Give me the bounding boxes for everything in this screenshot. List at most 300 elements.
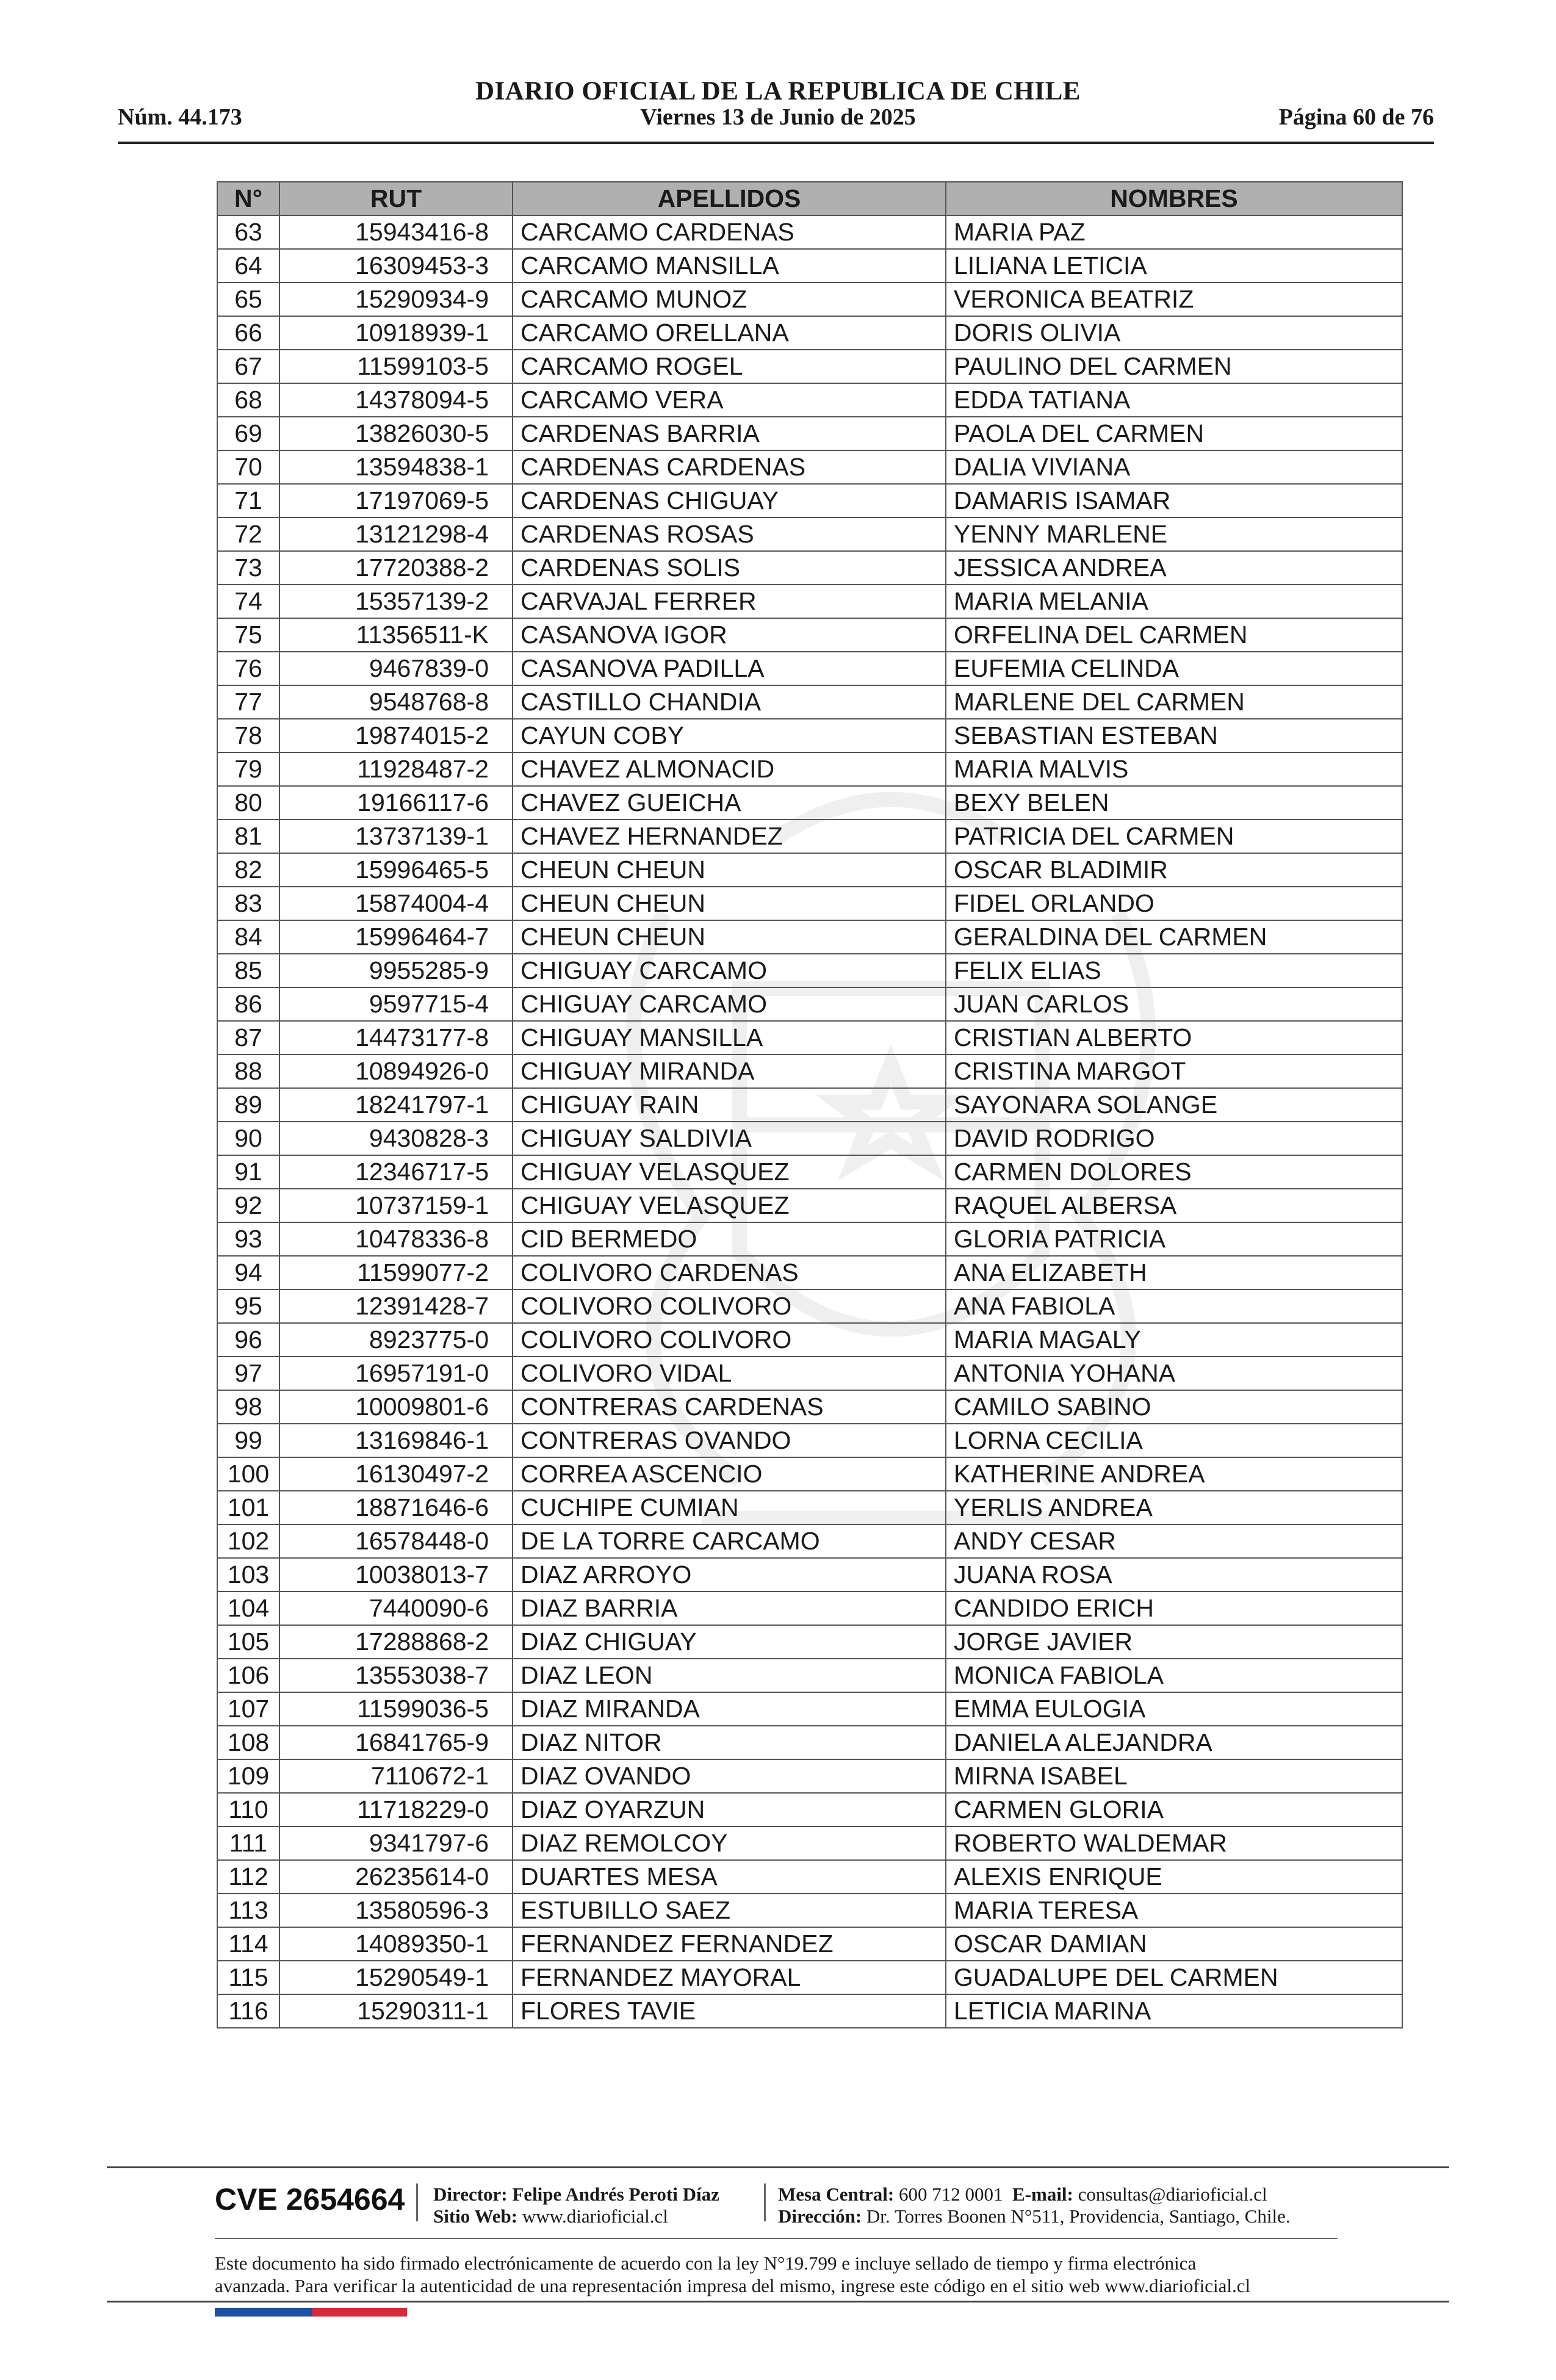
row-number: 90 <box>217 1122 279 1155</box>
column-header-number: N° <box>217 182 279 215</box>
newspaper-title: DIARIO OFICIAL DE LA REPUBLICA DE CHILE <box>475 77 1081 106</box>
rut-cell: 11599036-5 <box>279 1692 513 1726</box>
rut-cell: 10009801-6 <box>279 1390 513 1424</box>
nombres-cell: SAYONARA SOLANGE <box>946 1088 1402 1122</box>
row-number: 114 <box>217 1927 279 1961</box>
rut-cell: 9341797-6 <box>279 1826 513 1860</box>
footer-divider-bottom <box>107 2301 1449 2302</box>
row-number: 116 <box>217 1994 279 2028</box>
director-label: Director: <box>433 2183 508 2205</box>
page-indicator: Página 60 de 76 <box>1278 104 1434 130</box>
rut-cell: 15874004-4 <box>279 887 513 920</box>
row-number: 72 <box>217 517 279 551</box>
email-link[interactable]: consultas@diarioficial.cl <box>1078 2183 1267 2205</box>
apellidos-cell: DE LA TORRE CARCAMO <box>513 1524 946 1558</box>
row-number: 67 <box>217 350 279 383</box>
table-row <box>217 1289 1402 1323</box>
cve-code: CVE 2654664 <box>215 2182 405 2216</box>
row-number: 106 <box>217 1659 279 1692</box>
table-row <box>217 920 1402 954</box>
row-number: 115 <box>217 1961 279 1994</box>
rut-cell: 13553038-7 <box>279 1659 513 1692</box>
nombres-cell: MONICA FABIOLA <box>946 1659 1402 1692</box>
nombres-cell: ANTONIA YOHANA <box>946 1357 1402 1390</box>
apellidos-cell: CARCAMO MUNOZ <box>513 283 946 316</box>
apellidos-cell: CARDENAS CHIGUAY <box>513 484 946 517</box>
rut-cell: 16578448-0 <box>279 1524 513 1558</box>
apellidos-cell: CHIGUAY CARCAMO <box>513 987 946 1021</box>
legal-notice <box>215 2252 1362 2297</box>
rut-cell: 16957191-0 <box>279 1357 513 1390</box>
nombres-cell: DALIA VIVIANA <box>946 450 1402 484</box>
rut-cell: 9548768-8 <box>279 685 513 719</box>
nombres-cell: VERONICA BEATRIZ <box>946 283 1402 316</box>
rut-cell: 15943416-8 <box>279 215 513 249</box>
apellidos-cell: CARCAMO ORELLANA <box>513 316 946 350</box>
table-row <box>217 1625 1402 1659</box>
apellidos-cell: COLIVORO COLIVORO <box>513 1289 946 1323</box>
table-row <box>217 1692 1402 1726</box>
rut-cell: 9467839-0 <box>279 652 513 685</box>
column-header-nombres: NOMBRES <box>946 182 1402 215</box>
footer-divider-inner <box>215 2238 1338 2239</box>
rut-cell: 13121298-4 <box>279 517 513 551</box>
row-number: 69 <box>217 417 279 450</box>
table-row <box>217 1659 1402 1692</box>
apellidos-cell: DIAZ OYARZUN <box>513 1793 946 1826</box>
nombres-cell: FIDEL ORLANDO <box>946 887 1402 920</box>
apellidos-cell: CAYUN COBY <box>513 719 946 752</box>
row-number: 108 <box>217 1726 279 1759</box>
rut-cell: 16841765-9 <box>279 1726 513 1759</box>
rut-cell: 19874015-2 <box>279 719 513 752</box>
row-number: 113 <box>217 1894 279 1927</box>
nombres-cell: BEXY BELEN <box>946 786 1402 820</box>
apellidos-cell: DIAZ REMOLCOY <box>513 1826 946 1860</box>
row-number: 85 <box>217 954 279 987</box>
rut-cell: 15290934-9 <box>279 283 513 316</box>
legal-line: avanzada. Para verificar la autenticidad de una representación impresa del mismo, ingrese este código en el sitio web www.diarioficial.cl <box>215 2275 1251 2296</box>
apellidos-cell: CID BERMEDO <box>513 1222 946 1256</box>
rut-cell: 11718229-0 <box>279 1793 513 1826</box>
table-row <box>217 1122 1402 1155</box>
table-row <box>217 1189 1402 1222</box>
footer-separator <box>416 2183 418 2221</box>
row-number: 86 <box>217 987 279 1021</box>
nombres-cell: CARMEN GLORIA <box>946 1793 1402 1826</box>
rut-cell: 15996465-5 <box>279 853 513 887</box>
rut-cell: 10737159-1 <box>279 1189 513 1222</box>
table-row <box>217 1155 1402 1189</box>
address-text: Dr. Torres Boonen N°511, Providencia, Santiago, Chile. <box>866 2205 1291 2227</box>
row-number: 75 <box>217 618 279 652</box>
row-number: 84 <box>217 920 279 954</box>
rut-cell: 9430828-3 <box>279 1122 513 1155</box>
rut-cell: 11599103-5 <box>279 350 513 383</box>
legal-line: Este documento ha sido firmado electrónicamente de acuerdo con la ley N°19.799 e incluye sellado de tiempo y firma electrónica <box>215 2252 1197 2274</box>
rut-cell: 9597715-4 <box>279 987 513 1021</box>
table-row <box>217 752 1402 786</box>
table-row <box>217 517 1402 551</box>
rut-cell: 14089350-1 <box>279 1927 513 1961</box>
table-row <box>217 1055 1402 1088</box>
nombres-cell: PATRICIA DEL CARMEN <box>946 820 1402 853</box>
apellidos-cell: CONTRERAS OVANDO <box>513 1424 946 1457</box>
nombres-cell: ALEXIS ENRIQUE <box>946 1860 1402 1894</box>
footer-director-block <box>433 2183 719 2227</box>
apellidos-cell: CHIGUAY MANSILLA <box>513 1021 946 1055</box>
row-number: 71 <box>217 484 279 517</box>
apellidos-cell: FERNANDEZ MAYORAL <box>513 1961 946 1994</box>
table-row <box>217 987 1402 1021</box>
row-number: 94 <box>217 1256 279 1289</box>
row-number: 78 <box>217 719 279 752</box>
apellidos-cell: DIAZ LEON <box>513 1659 946 1692</box>
nombres-cell: MARIA PAZ <box>946 215 1402 249</box>
nombres-cell: ANA ELIZABETH <box>946 1256 1402 1289</box>
row-number: 109 <box>217 1759 279 1793</box>
nombres-cell: DAMARIS ISAMAR <box>946 484 1402 517</box>
nombres-cell: MARIA MAGALY <box>946 1323 1402 1357</box>
table-row <box>217 417 1402 450</box>
table-row <box>217 685 1402 719</box>
table-row <box>217 551 1402 585</box>
row-number: 102 <box>217 1524 279 1558</box>
nombres-cell: JUANA ROSA <box>946 1558 1402 1592</box>
nombres-cell: EDDA TATIANA <box>946 383 1402 417</box>
nombres-cell: ANDY CESAR <box>946 1524 1402 1558</box>
phone-label: Mesa Central: <box>778 2183 895 2205</box>
header-divider <box>118 142 1434 144</box>
nombres-cell: JUAN CARLOS <box>946 987 1402 1021</box>
footer-separator <box>764 2183 766 2221</box>
row-number: 68 <box>217 383 279 417</box>
table-row <box>217 652 1402 685</box>
table-row <box>217 1592 1402 1625</box>
rut-cell: 13826030-5 <box>279 417 513 450</box>
apellidos-cell: CARCAMO MANSILLA <box>513 249 946 283</box>
nombres-cell: CRISTIAN ALBERTO <box>946 1021 1402 1055</box>
row-number: 63 <box>217 215 279 249</box>
row-number: 97 <box>217 1357 279 1390</box>
nombres-cell: JORGE JAVIER <box>946 1625 1402 1659</box>
apellidos-cell: CARDENAS ROSAS <box>513 517 946 551</box>
apellidos-cell: CHAVEZ GUEICHA <box>513 786 946 820</box>
table-body <box>217 215 1402 2028</box>
row-number: 91 <box>217 1155 279 1189</box>
apellidos-cell: CARDENAS SOLIS <box>513 551 946 585</box>
beneficiaries-table <box>217 181 1403 2028</box>
row-number: 107 <box>217 1692 279 1726</box>
row-number: 74 <box>217 585 279 618</box>
table-row <box>217 1961 1402 1994</box>
apellidos-cell: CUCHIPE CUMIAN <box>513 1491 946 1524</box>
rut-cell: 16309453-3 <box>279 249 513 283</box>
apellidos-cell: CHIGUAY VELASQUEZ <box>513 1155 946 1189</box>
table-row <box>217 249 1402 283</box>
rut-cell: 9955285-9 <box>279 954 513 987</box>
table-row <box>217 1323 1402 1357</box>
rut-cell: 17720388-2 <box>279 551 513 585</box>
row-number: 73 <box>217 551 279 585</box>
nombres-cell: RAQUEL ALBERSA <box>946 1189 1402 1222</box>
table-row <box>217 484 1402 517</box>
row-number: 65 <box>217 283 279 316</box>
nombres-cell: CAMILO SABINO <box>946 1390 1402 1424</box>
rut-cell: 12391428-7 <box>279 1289 513 1323</box>
row-number: 81 <box>217 820 279 853</box>
table-row <box>217 887 1402 920</box>
apellidos-cell: FERNANDEZ FERNANDEZ <box>513 1927 946 1961</box>
nombres-cell: DANIELA ALEJANDRA <box>946 1726 1402 1759</box>
rut-cell: 15290311-1 <box>279 1994 513 2028</box>
table-row <box>217 215 1402 249</box>
row-number: 64 <box>217 249 279 283</box>
nombres-cell: MARIA TERESA <box>946 1894 1402 1927</box>
apellidos-cell: CARCAMO VERA <box>513 383 946 417</box>
rut-cell: 14473177-8 <box>279 1021 513 1055</box>
table-row <box>217 1088 1402 1122</box>
nombres-cell: CARMEN DOLORES <box>946 1155 1402 1189</box>
apellidos-cell: ESTUBILLO SAEZ <box>513 1894 946 1927</box>
apellidos-cell: CARCAMO CARDENAS <box>513 215 946 249</box>
flag-stripe-red <box>312 2308 407 2317</box>
table-row <box>217 1222 1402 1256</box>
apellidos-cell: DIAZ NITOR <box>513 1726 946 1759</box>
table-row <box>217 786 1402 820</box>
row-number: 98 <box>217 1390 279 1424</box>
apellidos-cell: DIAZ OVANDO <box>513 1759 946 1793</box>
table-row <box>217 1390 1402 1424</box>
nombres-cell: PAULINO DEL CARMEN <box>946 350 1402 383</box>
apellidos-cell: CHIGUAY MIRANDA <box>513 1055 946 1088</box>
table-row <box>217 1860 1402 1894</box>
table-row <box>217 1256 1402 1289</box>
rut-cell: 13594838-1 <box>279 450 513 484</box>
table-row <box>217 383 1402 417</box>
rut-cell: 12346717-5 <box>279 1155 513 1189</box>
rut-cell: 18241797-1 <box>279 1088 513 1122</box>
rut-cell: 13169846-1 <box>279 1424 513 1457</box>
apellidos-cell: CARDENAS BARRIA <box>513 417 946 450</box>
apellidos-cell: DIAZ MIRANDA <box>513 1692 946 1726</box>
nombres-cell: ROBERTO WALDEMAR <box>946 1826 1402 1860</box>
row-number: 103 <box>217 1558 279 1592</box>
row-number: 83 <box>217 887 279 920</box>
table-row <box>217 283 1402 316</box>
nombres-cell: GERALDINA DEL CARMEN <box>946 920 1402 954</box>
apellidos-cell: FLORES TAVIE <box>513 1994 946 2028</box>
rut-cell: 10038013-7 <box>279 1558 513 1592</box>
nombres-cell: KATHERINE ANDREA <box>946 1457 1402 1491</box>
rut-cell: 15996464-7 <box>279 920 513 954</box>
rut-cell: 15290549-1 <box>279 1961 513 1994</box>
table-row <box>217 1927 1402 1961</box>
row-number: 96 <box>217 1323 279 1357</box>
apellidos-cell: CHAVEZ ALMONACID <box>513 752 946 786</box>
footer-contact-block <box>778 2183 1291 2227</box>
table-row <box>217 853 1402 887</box>
table-row <box>217 618 1402 652</box>
nombres-cell: MARLENE DEL CARMEN <box>946 685 1402 719</box>
apellidos-cell: CHIGUAY VELASQUEZ <box>513 1189 946 1222</box>
nombres-cell: ORFELINA DEL CARMEN <box>946 618 1402 652</box>
apellidos-cell: CASANOVA IGOR <box>513 618 946 652</box>
email-label: E-mail: <box>1012 2183 1073 2205</box>
rut-cell: 7440090-6 <box>279 1592 513 1625</box>
nombres-cell: SEBASTIAN ESTEBAN <box>946 719 1402 752</box>
apellidos-cell: CASTILLO CHANDIA <box>513 685 946 719</box>
apellidos-cell: CHEUN CHEUN <box>513 920 946 954</box>
row-number: 100 <box>217 1457 279 1491</box>
rut-cell: 18871646-6 <box>279 1491 513 1524</box>
issue-date: Viernes 13 de Junio de 2025 <box>640 104 916 130</box>
table-row <box>217 1894 1402 1927</box>
nombres-cell: LETICIA MARINA <box>946 1994 1402 2028</box>
table-row <box>217 1826 1402 1860</box>
row-number: 70 <box>217 450 279 484</box>
apellidos-cell: CHEUN CHEUN <box>513 853 946 887</box>
nombres-cell: CRISTINA MARGOT <box>946 1055 1402 1088</box>
table-row <box>217 1793 1402 1826</box>
row-number: 93 <box>217 1222 279 1256</box>
table-row <box>217 1759 1402 1793</box>
nombres-cell: OSCAR BLADIMIR <box>946 853 1402 887</box>
apellidos-cell: CASANOVA PADILLA <box>513 652 946 685</box>
flag-stripe-blue <box>215 2308 312 2317</box>
apellidos-cell: CORREA ASCENCIO <box>513 1457 946 1491</box>
apellidos-cell: DIAZ ARROYO <box>513 1558 946 1592</box>
rut-cell: 10894926-0 <box>279 1055 513 1088</box>
table-row <box>217 719 1402 752</box>
nombres-cell: PAOLA DEL CARMEN <box>946 417 1402 450</box>
apellidos-cell: CHIGUAY CARCAMO <box>513 954 946 987</box>
rut-cell: 17197069-5 <box>279 484 513 517</box>
rut-cell: 13580596-3 <box>279 1894 513 1927</box>
apellidos-cell: DUARTES MESA <box>513 1860 946 1894</box>
nombres-cell: CANDIDO ERICH <box>946 1592 1402 1625</box>
nombres-cell: DORIS OLIVIA <box>946 316 1402 350</box>
table-row <box>217 1424 1402 1457</box>
nombres-cell: LILIANA LETICIA <box>946 249 1402 283</box>
rut-cell: 15357139-2 <box>279 585 513 618</box>
rut-cell: 13737139-1 <box>279 820 513 853</box>
row-number: 104 <box>217 1592 279 1625</box>
row-number: 105 <box>217 1625 279 1659</box>
row-number: 99 <box>217 1424 279 1457</box>
rut-cell: 16130497-2 <box>279 1457 513 1491</box>
apellidos-cell: CARCAMO ROGEL <box>513 350 946 383</box>
row-number: 92 <box>217 1189 279 1222</box>
nombres-cell: JESSICA ANDREA <box>946 551 1402 585</box>
nombres-cell: MARIA MELANIA <box>946 585 1402 618</box>
apellidos-cell: DIAZ CHIGUAY <box>513 1625 946 1659</box>
row-number: 111 <box>217 1826 279 1860</box>
table-row <box>217 820 1402 853</box>
rut-cell: 26235614-0 <box>279 1860 513 1894</box>
apellidos-cell: CONTRERAS CARDENAS <box>513 1390 946 1424</box>
row-number: 76 <box>217 652 279 685</box>
nombres-cell: YERLIS ANDREA <box>946 1491 1402 1524</box>
rut-cell: 8923775-0 <box>279 1323 513 1357</box>
nombres-cell: OSCAR DAMIAN <box>946 1927 1402 1961</box>
apellidos-cell: DIAZ BARRIA <box>513 1592 946 1625</box>
row-number: 112 <box>217 1860 279 1894</box>
nombres-cell: EMMA EULOGIA <box>946 1692 1402 1726</box>
nombres-cell: DAVID RODRIGO <box>946 1122 1402 1155</box>
table-row <box>217 316 1402 350</box>
row-number: 110 <box>217 1793 279 1826</box>
table-row <box>217 350 1402 383</box>
issue-number: Núm. 44.173 <box>118 104 242 130</box>
row-number: 80 <box>217 786 279 820</box>
table-row <box>217 1726 1402 1759</box>
nombres-cell: YENNY MARLENE <box>946 517 1402 551</box>
phone-number: 600 712 0001 <box>899 2183 1003 2205</box>
row-number: 101 <box>217 1491 279 1524</box>
nombres-cell: GLORIA PATRICIA <box>946 1222 1402 1256</box>
rut-cell: 11356511-K <box>279 618 513 652</box>
nombres-cell: EUFEMIA CELINDA <box>946 652 1402 685</box>
website-label: Sitio Web: <box>433 2205 518 2227</box>
nombres-cell: LORNA CECILIA <box>946 1424 1402 1457</box>
column-header-apellidos: APELLIDOS <box>513 182 946 215</box>
nombres-cell: GUADALUPE DEL CARMEN <box>946 1961 1402 1994</box>
table-row <box>217 1457 1402 1491</box>
table-row <box>217 1357 1402 1390</box>
address-label: Dirección: <box>778 2205 862 2227</box>
table-row <box>217 1524 1402 1558</box>
nombres-cell: MARIA MALVIS <box>946 752 1402 786</box>
table-row <box>217 585 1402 618</box>
table-row <box>217 1994 1402 2028</box>
rut-cell: 19166117-6 <box>279 786 513 820</box>
director-name: Felipe Andrés Peroti Díaz <box>512 2183 719 2205</box>
row-number: 66 <box>217 316 279 350</box>
row-number: 95 <box>217 1289 279 1323</box>
nombres-cell: FELIX ELIAS <box>946 954 1402 987</box>
rut-cell: 10918939-1 <box>279 316 513 350</box>
nombres-cell: ANA FABIOLA <box>946 1289 1402 1323</box>
footer-divider-top <box>107 2166 1449 2168</box>
table-row <box>217 1021 1402 1055</box>
apellidos-cell: COLIVORO VIDAL <box>513 1357 946 1390</box>
table-row <box>217 954 1402 987</box>
rut-cell: 17288868-2 <box>279 1625 513 1659</box>
apellidos-cell: COLIVORO COLIVORO <box>513 1323 946 1357</box>
apellidos-cell: CHAVEZ HERNANDEZ <box>513 820 946 853</box>
row-number: 87 <box>217 1021 279 1055</box>
column-header-rut: RUT <box>279 182 513 215</box>
table-row <box>217 1491 1402 1524</box>
apellidos-cell: CARDENAS CARDENAS <box>513 450 946 484</box>
row-number: 89 <box>217 1088 279 1122</box>
apellidos-cell: CARVAJAL FERRER <box>513 585 946 618</box>
table-header-row <box>217 182 1402 215</box>
row-number: 82 <box>217 853 279 887</box>
apellidos-cell: CHEUN CHEUN <box>513 887 946 920</box>
rut-cell: 7110672-1 <box>279 1759 513 1793</box>
table-row <box>217 1558 1402 1592</box>
nombres-cell: MIRNA ISABEL <box>946 1759 1402 1793</box>
rut-cell: 14378094-5 <box>279 383 513 417</box>
row-number: 88 <box>217 1055 279 1088</box>
apellidos-cell: COLIVORO CARDENAS <box>513 1256 946 1289</box>
row-number: 77 <box>217 685 279 719</box>
rut-cell: 10478336-8 <box>279 1222 513 1256</box>
apellidos-cell: CHIGUAY SALDIVIA <box>513 1122 946 1155</box>
website-link[interactable]: www.diarioficial.cl <box>522 2205 668 2227</box>
